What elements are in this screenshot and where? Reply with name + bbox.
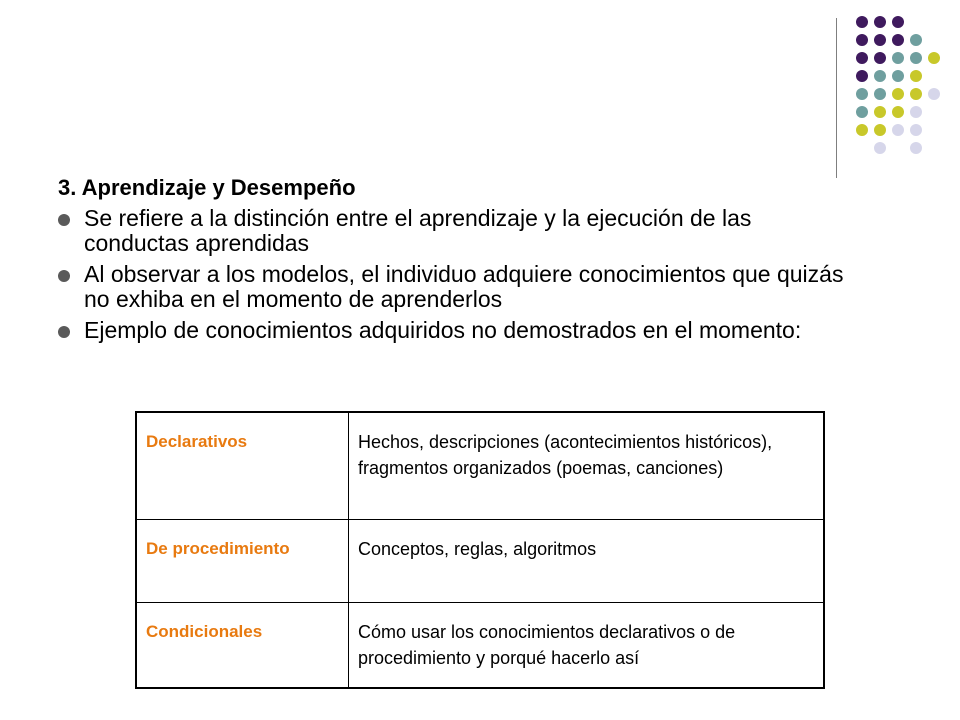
decorative-divider-line	[836, 18, 837, 178]
bullet-dot-icon	[58, 214, 70, 226]
knowledge-types-table	[135, 411, 825, 689]
bullet-text: Se refiere a la distinción entre el aprendizaje y la ejecución de las conductas aprendidas	[84, 205, 752, 256]
table-row	[136, 603, 824, 689]
table-category-cell: Declarativos	[136, 412, 349, 520]
bullet-dot-icon	[58, 326, 70, 338]
bullet-item	[58, 262, 848, 312]
bullet-list	[58, 206, 848, 349]
table-category-cell: Condicionales	[136, 603, 349, 689]
table-row	[136, 412, 824, 520]
bullet-text: Al observar a los modelos, el individuo adquiere conocimientos que quizás no exhiba en el momento de aprenderlos	[84, 261, 844, 312]
bullet-text: Ejemplo de conocimientos adquiridos no demostrados en el momento:	[84, 317, 802, 343]
slide-heading: 3. Aprendizaje y Desempeño	[58, 175, 356, 200]
table-description-cell: Cómo usar los conocimientos declarativos o de procedimiento y porqué hacerlo así	[349, 603, 825, 689]
table-category-cell: De procedimiento	[136, 520, 349, 603]
table-row	[136, 520, 824, 603]
decorative-dot-grid	[0, 0, 960, 180]
bullet-item	[58, 206, 848, 256]
table-description-cell: Conceptos, reglas, algoritmos	[349, 520, 825, 603]
bullet-dot-icon	[58, 270, 70, 282]
bullet-item	[58, 318, 848, 343]
table-description-cell: Hechos, descripciones (acontecimientos históricos), fragmentos organizados (poemas, canciones)	[349, 412, 825, 520]
